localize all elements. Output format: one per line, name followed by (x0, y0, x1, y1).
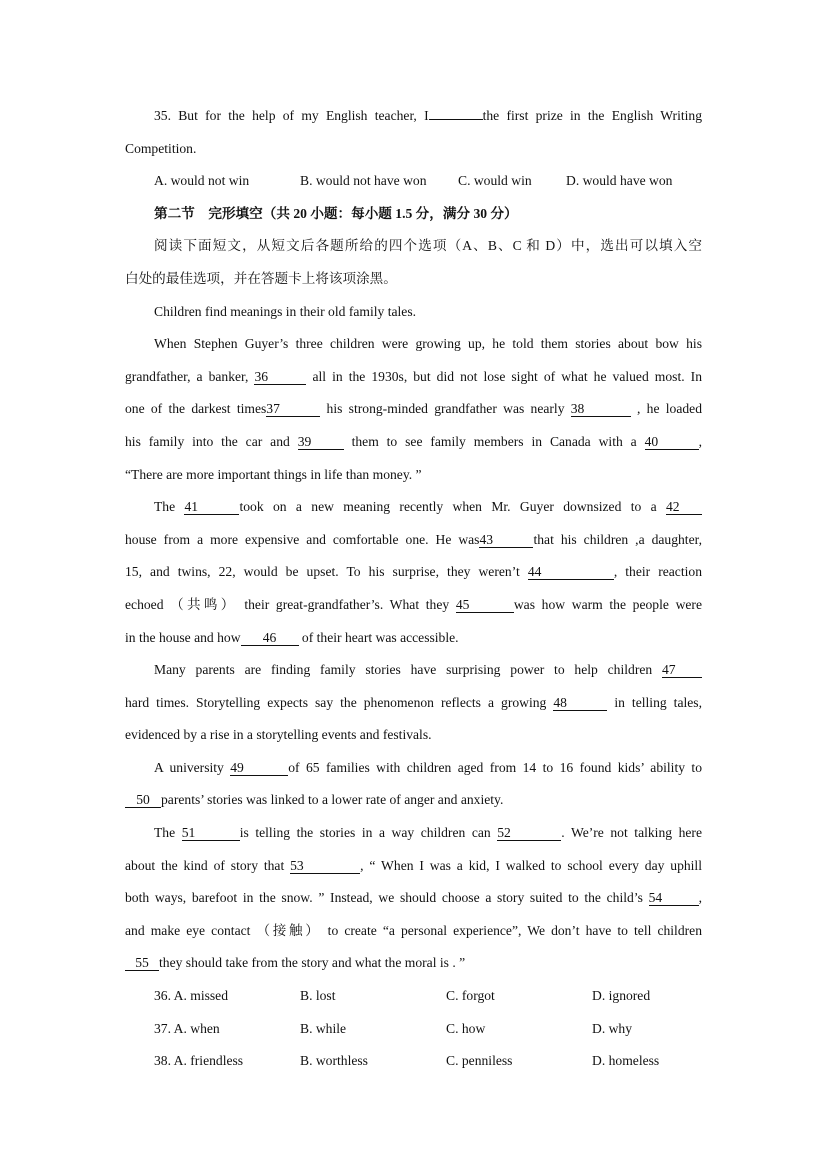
blank-37: 37 (266, 402, 320, 417)
blank-52: 52 (497, 826, 561, 841)
blank-42: 42 (666, 500, 702, 515)
option-a: 38. A. friendless (154, 1053, 244, 1069)
passage-line: his family into the car and 39 them to see family members in Canada with a 40 , (125, 433, 702, 449)
section-heading: 第二节 完形填空（共 20 小题：每小题 1.5 分，满分 30 分） (154, 205, 518, 221)
passage-line: Many parents are finding family stories have surprising power to help children 47 (125, 654, 702, 687)
instructions-line-2: 白处的最佳选项，并在答题卡上将该项涂黑。 (125, 270, 397, 286)
blank-53: 53 (290, 859, 360, 874)
option-b: B. would not have won (300, 173, 427, 189)
passage-title: Children find meanings in their old family tales. (154, 303, 417, 319)
blank-54: 54 (649, 891, 699, 906)
blank-40: 40 (645, 435, 699, 450)
passage-line: The 51 is telling the stories in a way children can 52 . We’re not talking here (154, 825, 702, 841)
option-a: 36. A. missed (154, 988, 229, 1004)
option-c: C. how (446, 1020, 486, 1036)
blank-50: 50 (125, 793, 161, 808)
passage-line: 55 they should take from the story and what the moral is . ” (125, 947, 702, 980)
q35-options (125, 165, 702, 198)
blank-43: 43 (479, 533, 533, 548)
blank-49: 49 (230, 761, 288, 776)
blank-46: 46 (241, 631, 299, 646)
blank-41: 41 (184, 500, 239, 515)
passage-line: grandfather, a banker, 36 all in the 1930s, but did not lose sight of what he valued most. In (125, 368, 702, 384)
option-b: B. worthless (300, 1053, 368, 1069)
passage-line: When Stephen Guyer’s three children were growing up, he told them stories about bow his (154, 336, 702, 352)
passage-line: house from a more expensive and comfortable one. He was43 that his children ,a daughter, (125, 531, 702, 547)
passage-line: hard times. Storytelling expects say the phenomenon reflects a growing 48 in telling tales, (125, 694, 702, 710)
passage-line: evidenced by a rise in a storytelling events and festivals. (125, 727, 432, 743)
blank-47: 47 (662, 663, 702, 678)
option-a: 37. A. when (154, 1020, 220, 1036)
blank-45: 45 (456, 598, 514, 613)
passage-line: about the kind of story that 53 , “ When I was a kid, I walked to school every day uphill (125, 857, 702, 873)
option-c: C. would win (458, 173, 532, 189)
passage-line: “There are more important things in life than money. ” (125, 466, 422, 482)
passage-line: 50 parents’ stories was linked to a lower rate of anger and anxiety. (125, 784, 702, 817)
exam-page (125, 100, 702, 1078)
option-d: D. ignored (592, 988, 651, 1004)
option-c: C. penniless (446, 1053, 513, 1069)
answer-blank (429, 119, 483, 120)
blank-44: 44 (528, 565, 614, 580)
option-c: C. forgot (446, 988, 495, 1004)
instructions-line-1: 阅读下面短文，从短文后各题所给的四个选项（A、B、C 和 D）中，选出可以填入空 (154, 238, 702, 254)
option-d: D. would have won (566, 173, 673, 189)
option-d: D. homeless (592, 1053, 660, 1069)
blank-39: 39 (298, 435, 344, 450)
passage-line: echoed （共鸣） their great-grandfather’s. What they 45 was how warm the people were (125, 596, 702, 612)
blank-48: 48 (553, 696, 607, 711)
passage-line: and make eye contact （接触） to create “a personal experience”, We don’t have to tell children (125, 922, 702, 938)
question-38 (125, 1045, 702, 1078)
passage-line: in the house and how 46 of their heart was accessible. (125, 629, 459, 645)
option-a: A. would not win (154, 173, 250, 189)
question-36 (125, 980, 702, 1013)
passage-line: 15, and twins, 22, would be upset. To his surprise, they weren’t 44 , their reaction (125, 564, 702, 580)
passage-line: A university 49 of 65 families with children aged from 14 to 16 found kids’ ability to (154, 759, 702, 775)
question-37 (125, 1013, 702, 1046)
blank-38: 38 (571, 402, 631, 417)
passage-line: both ways, barefoot in the snow. ” Instead, we should choose a story suited to the child’s 54 , (125, 890, 702, 906)
blank-36: 36 (254, 370, 306, 385)
q35-stem-line-1: 35. But for the help of my English teacher, I the first prize in the English Writing (154, 108, 702, 123)
option-b: B. lost (300, 988, 336, 1004)
blank-55: 55 (125, 956, 159, 971)
blank-51: 51 (182, 826, 240, 841)
option-d: D. why (592, 1020, 633, 1036)
option-b: B. while (300, 1020, 347, 1036)
passage-line: one of the darkest times37 his strong-minded grandfather was nearly 38 , he loaded (125, 401, 702, 417)
passage-line: The 41 took on a new meaning recently when Mr. Guyer downsized to a 42 (125, 491, 702, 524)
q35-stem-line-2: Competition. (125, 140, 197, 156)
